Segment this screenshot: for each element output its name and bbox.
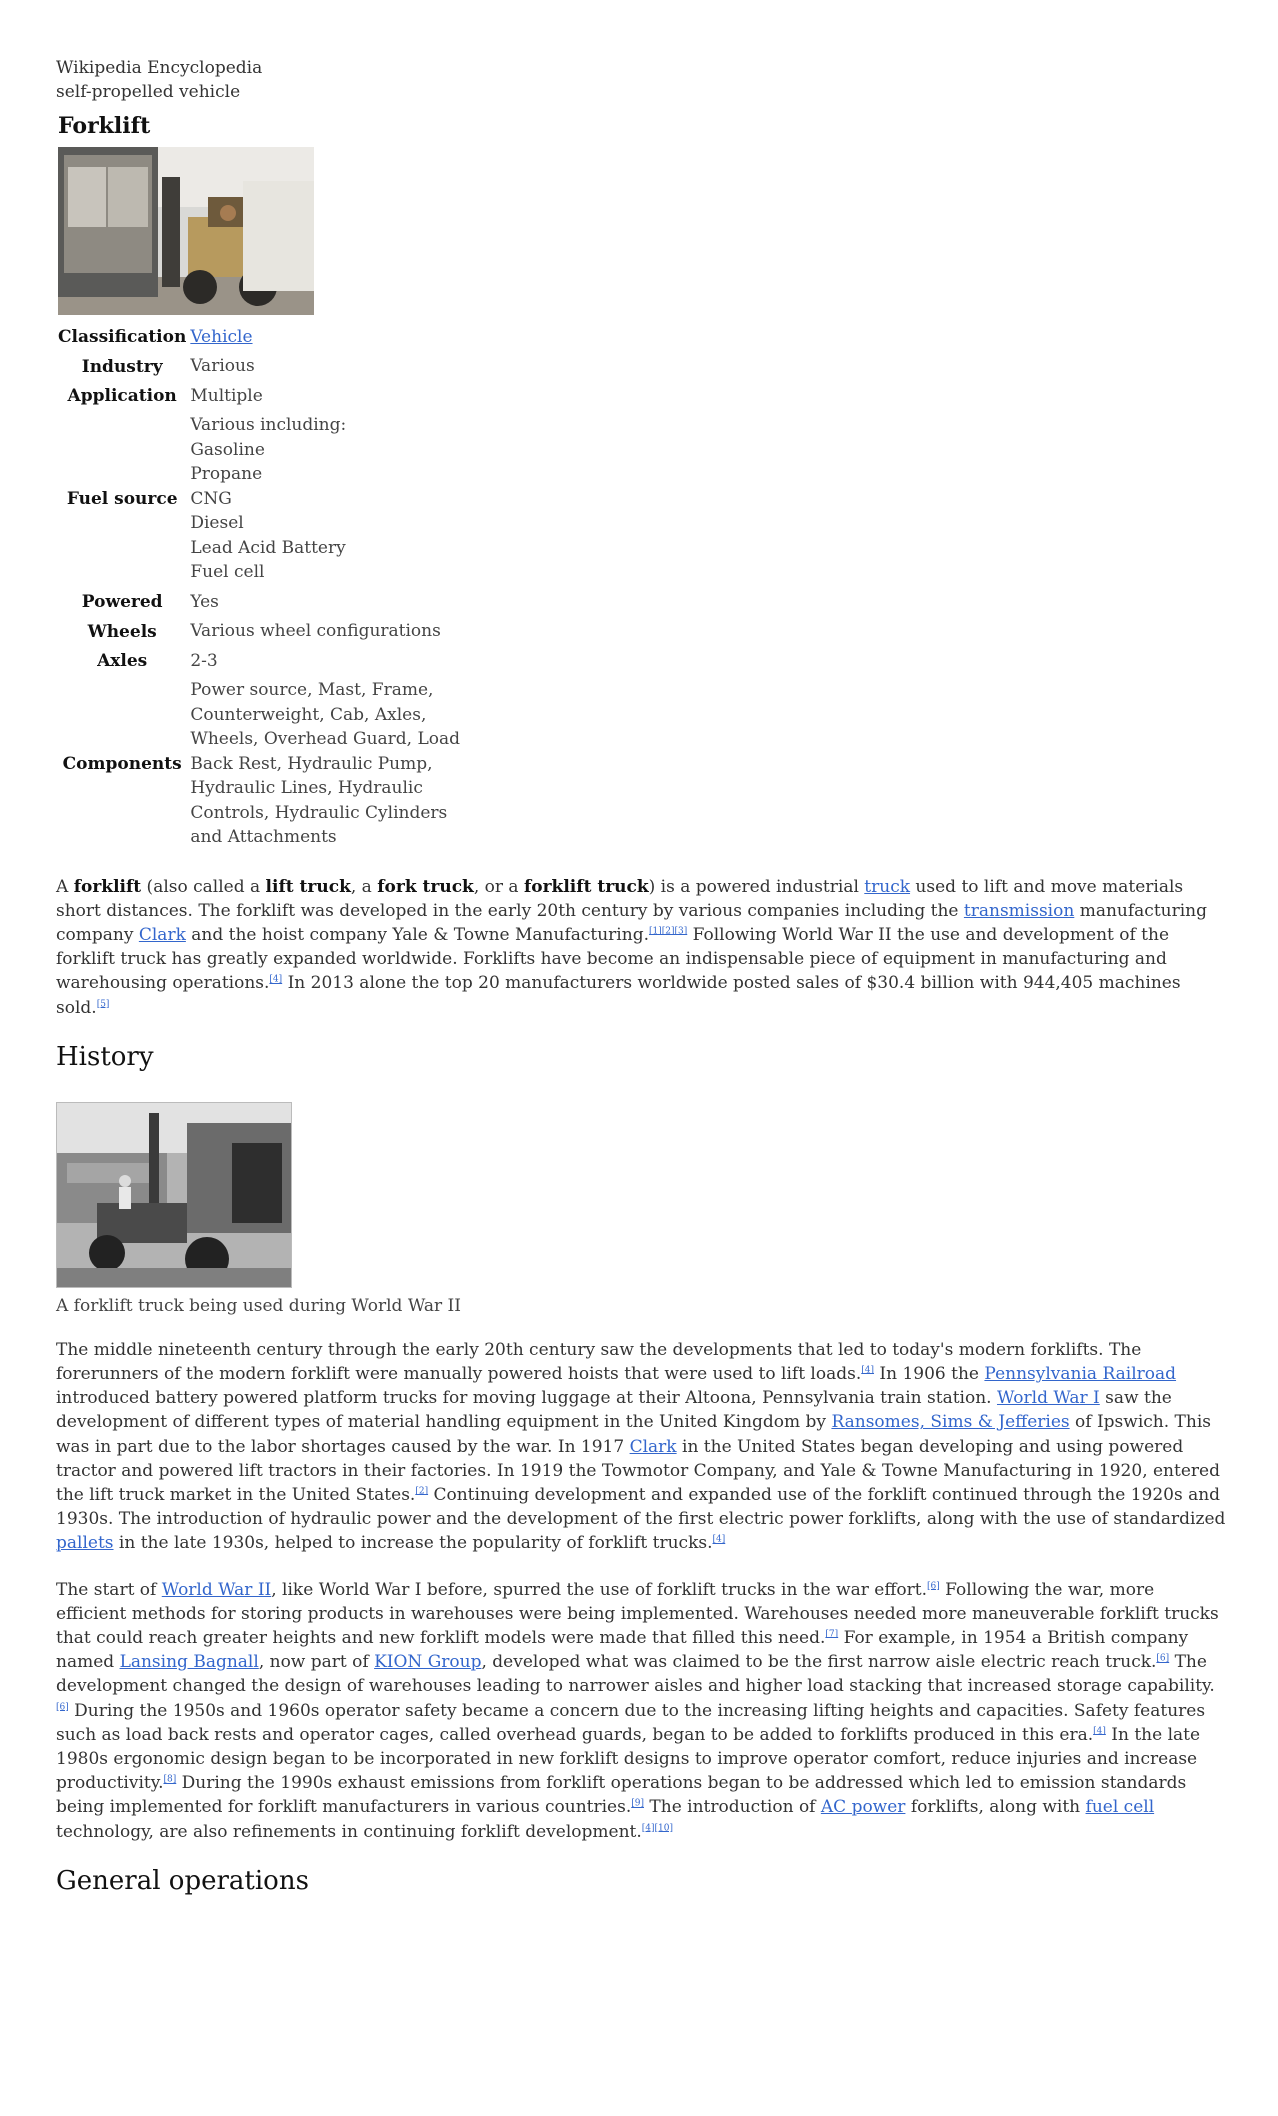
site-name: Wikipedia Encyclopedia xyxy=(56,58,263,78)
forklift-photo[interactable] xyxy=(58,147,314,315)
citation-link[interactable]: [2] xyxy=(415,1486,429,1497)
fuel-line: Various including: xyxy=(190,415,347,435)
infobox-value-wheels: Various wheel configurations xyxy=(190,621,441,641)
infobox-label-classification: Classification xyxy=(58,327,187,348)
truck-link[interactable]: truck xyxy=(864,876,911,897)
general-operations-heading: General operations xyxy=(56,1865,309,1896)
history-paragraph-2: The start of World War II, like World War I before, spurred the use of forklift trucks in the war effort.[6] Following the war, more efficient methods for storing products in warehouses were being implemented. Warehouses needed more maneuverable forklift trucks that could reach greater heights and new forklift models were made that filled this need.[7] For example, in 1954 a British company named Lansing Bagnall, now part of KION Group, developed what was claimed to be the first narrow aisle electric reach truck.[6] The development changed the design of warehouses leading to narrower aisles and higher load stacking that increased storage capability.[6] During the 1950s and 1960s operator safety became a concern due to the increasing lifting heights and capacities. Safety features such as load back rests and operator cages, called overhead guards, began to be added to forklifts produced in this era.[4] In the late 1980s ergonomic design began to be incorporated in new forklift designs to improve operator comfort, reduce injuries and increase productivity.[8] During the 1990s exhaust emissions from forklift operations began to be addressed which led to emission standards being implemented for forklift manufacturers in various countries.[9] The introduction of AC power forklifts, along with fuel cell technology, are also refinements in continuing forklift development.[4][10] xyxy=(56,1579,1219,1842)
citation-link[interactable]: [1][2][3] xyxy=(648,926,688,937)
infobox-value-axles: 2-3 xyxy=(190,650,218,671)
clark-link[interactable]: Clark xyxy=(629,1436,677,1457)
infobox-label-components: Components xyxy=(62,754,182,775)
infobox-label-industry: Industry xyxy=(81,356,163,377)
fuel-line: Lead Acid Battery xyxy=(190,537,346,558)
ww2-forklift-photo[interactable] xyxy=(56,1102,292,1288)
infobox xyxy=(58,110,460,853)
pennsylvania-railroad-link[interactable]: Pennsylvania Railroad xyxy=(984,1363,1177,1384)
infobox-label-wheels: Wheels xyxy=(87,621,157,642)
infobox-label-fuel-source: Fuel source xyxy=(66,489,178,510)
fuel-line: Diesel xyxy=(190,513,244,533)
infobox-label-axles: Axles xyxy=(97,651,148,672)
citation-link[interactable]: [8] xyxy=(163,1774,177,1785)
lansing-bagnall-link[interactable]: Lansing Bagnall xyxy=(119,1652,259,1673)
citation-link[interactable]: [4] xyxy=(712,1534,726,1545)
citation-link[interactable]: [5] xyxy=(96,998,110,1009)
citation-link[interactable]: [4][10] xyxy=(641,1822,673,1833)
fuel-line: Propane xyxy=(190,464,263,484)
infobox-label-powered: Powered xyxy=(81,592,163,613)
fuel-line: CNG xyxy=(190,488,232,509)
image-caption: A forklift truck being used during World War II xyxy=(56,1295,461,1316)
infobox-value-fuel-source xyxy=(190,411,460,588)
citation-link[interactable]: [9] xyxy=(631,1798,644,1809)
fuel-line: Fuel cell xyxy=(190,562,265,582)
infobox-value-industry: Various xyxy=(190,356,255,376)
infobox-title: Forklift xyxy=(58,113,151,139)
world-war-i-link[interactable]: World War I xyxy=(996,1388,1100,1409)
fuel-cell-link[interactable]: fuel cell xyxy=(1085,1797,1155,1818)
site-header xyxy=(56,56,1226,104)
world-war-ii-link[interactable]: World War II xyxy=(161,1579,272,1600)
citation-link[interactable]: [4] xyxy=(1093,1726,1106,1737)
history-heading: History xyxy=(56,1041,154,1072)
pallets-link[interactable]: pallets xyxy=(56,1533,114,1554)
history-paragraph-1: The middle nineteenth century through the early 20th century saw the developments that led to today's modern forklifts. The forerunners of the modern forklift were manually powered hoists that were used to lift loads.[4] In 1906 the Pennsylvania Railroad introduced battery powered platform trucks for moving luggage at their Altoona, Pennsylvania train station. World War I saw the development of different types of material handling equipment in the United Kingdom by Ransomes, Sims & Jefferies of Ipswich. This was in part due to the labor shortages caused by the war. In 1917 Clark in the United States began developing and using powered tractor and powered lift tractors in their factories. In 1919 the Towmotor Company, and Yale & Towne Manufacturing in 1920, entered the lift truck market in the United States.[2] Continuing development and expanded use of the forklift continued through the 1920s and 1930s. The introduction of hydraulic power and the development of the first electric power forklifts, along with the use of standardized pallets in the late 1930s, helped to increase the popularity of forklift trucks.[4] xyxy=(56,1339,1226,1554)
article xyxy=(56,56,1226,1926)
kion-group-link[interactable]: KION Group xyxy=(374,1652,482,1673)
vehicle-link[interactable]: Vehicle xyxy=(190,326,253,347)
page-description: self-propelled vehicle xyxy=(56,82,241,102)
citation-link[interactable]: [4] xyxy=(269,974,283,985)
citation-link[interactable]: [4] xyxy=(861,1365,875,1376)
citation-link[interactable]: [6] xyxy=(927,1580,940,1591)
fuel-line: Gasoline xyxy=(190,439,265,460)
transmission-link[interactable]: transmission xyxy=(963,900,1075,921)
citation-link[interactable]: [7] xyxy=(825,1629,839,1640)
ac-power-link[interactable]: AC power xyxy=(820,1797,906,1818)
clark-link[interactable]: Clark xyxy=(138,924,186,945)
infobox-value-components: Power source, Mast, Frame, Counterweight, Cab, Axles, Wheels, Overhead Guard, Load Back Rest, Hydraulic Pump, Hydraulic Lines, Hydraulic Controls, Hydraulic Cylinders and Attachments xyxy=(190,680,461,847)
intro-paragraph: A forklift (also called a lift truck, a fork truck, or a forklift truck) is a powered industrial truck used to lift and move materials short distances. The forklift was developed in the early 20th century by various companies including the transmission manufacturing company Clark and the hoist company Yale & Towne Manufacturing.[1][2][3] Following World War II the use and development of the forklift truck has greatly expanded worldwide. Forklifts have become an indispensable piece of equipment in manufacturing and warehousing operations.[4] In 2013 alone the top 20 manufacturers worldwide posted sales of $30.4 billion with 944,405 machines sold.[5] xyxy=(56,876,1207,1018)
ransomes-link[interactable]: Ransomes, Sims & Jefferies xyxy=(831,1412,1070,1433)
infobox-value-application: Multiple xyxy=(190,385,263,406)
infobox-label-application: Application xyxy=(67,386,177,407)
citation-link[interactable]: [6] xyxy=(1156,1653,1170,1664)
citation-link[interactable]: [6] xyxy=(56,1701,69,1712)
infobox-value-powered: Yes xyxy=(190,591,219,612)
